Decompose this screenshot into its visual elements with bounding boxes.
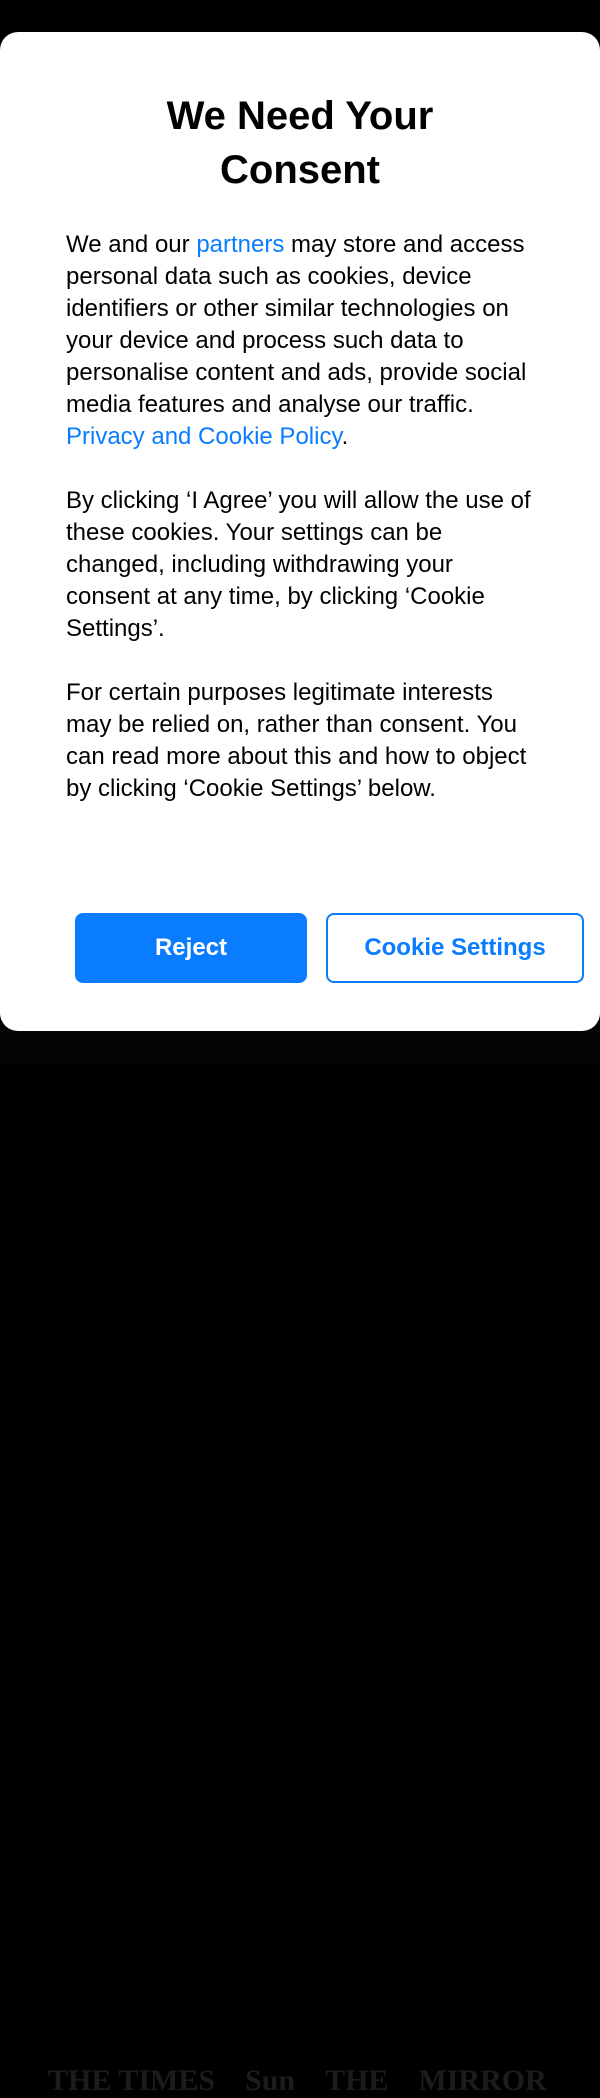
masthead-logo: Sun xyxy=(245,2064,296,2097)
consent-paragraph-1 xyxy=(66,229,536,453)
background-page-footer xyxy=(0,1030,600,2097)
cookie-settings-button[interactable]: Cookie Settings xyxy=(326,913,584,983)
masthead-logo: THE xyxy=(325,2064,389,2097)
privacy-cookie-policy-link[interactable]: Privacy and Cookie Policy xyxy=(66,423,342,450)
partners-link[interactable]: partners xyxy=(196,231,285,258)
consent-text: may store and access personal data such as cookies, device identifiers or other similar technologies on your device and process such data to personalise content and ads, provide social media features and analyse our traffic. xyxy=(66,231,527,418)
consent-paragraph-3: For certain purposes legitimate interests may be relied on, rather than consent. You can read more about this and how to object by clicking ‘Cookie Settings’ below. xyxy=(66,679,527,802)
background-mastheads xyxy=(48,2064,547,2098)
consent-body xyxy=(66,229,536,837)
masthead-logo: MIRROR xyxy=(418,2064,547,2097)
masthead-logo: THE TIMES xyxy=(48,2064,216,2097)
reject-button[interactable]: Reject xyxy=(75,913,307,983)
consent-text: We and our xyxy=(66,231,197,258)
consent-text: . xyxy=(341,423,349,450)
consent-title: We Need Your Consent xyxy=(166,94,434,192)
consent-paragraph-2: By clicking ‘I Agree’ you will allow the use of these cookies. Your settings can be changed, including withdrawing your consent at any time, by clicking ‘Cookie Settings’. xyxy=(66,487,531,642)
consent-dialog xyxy=(0,32,600,1031)
